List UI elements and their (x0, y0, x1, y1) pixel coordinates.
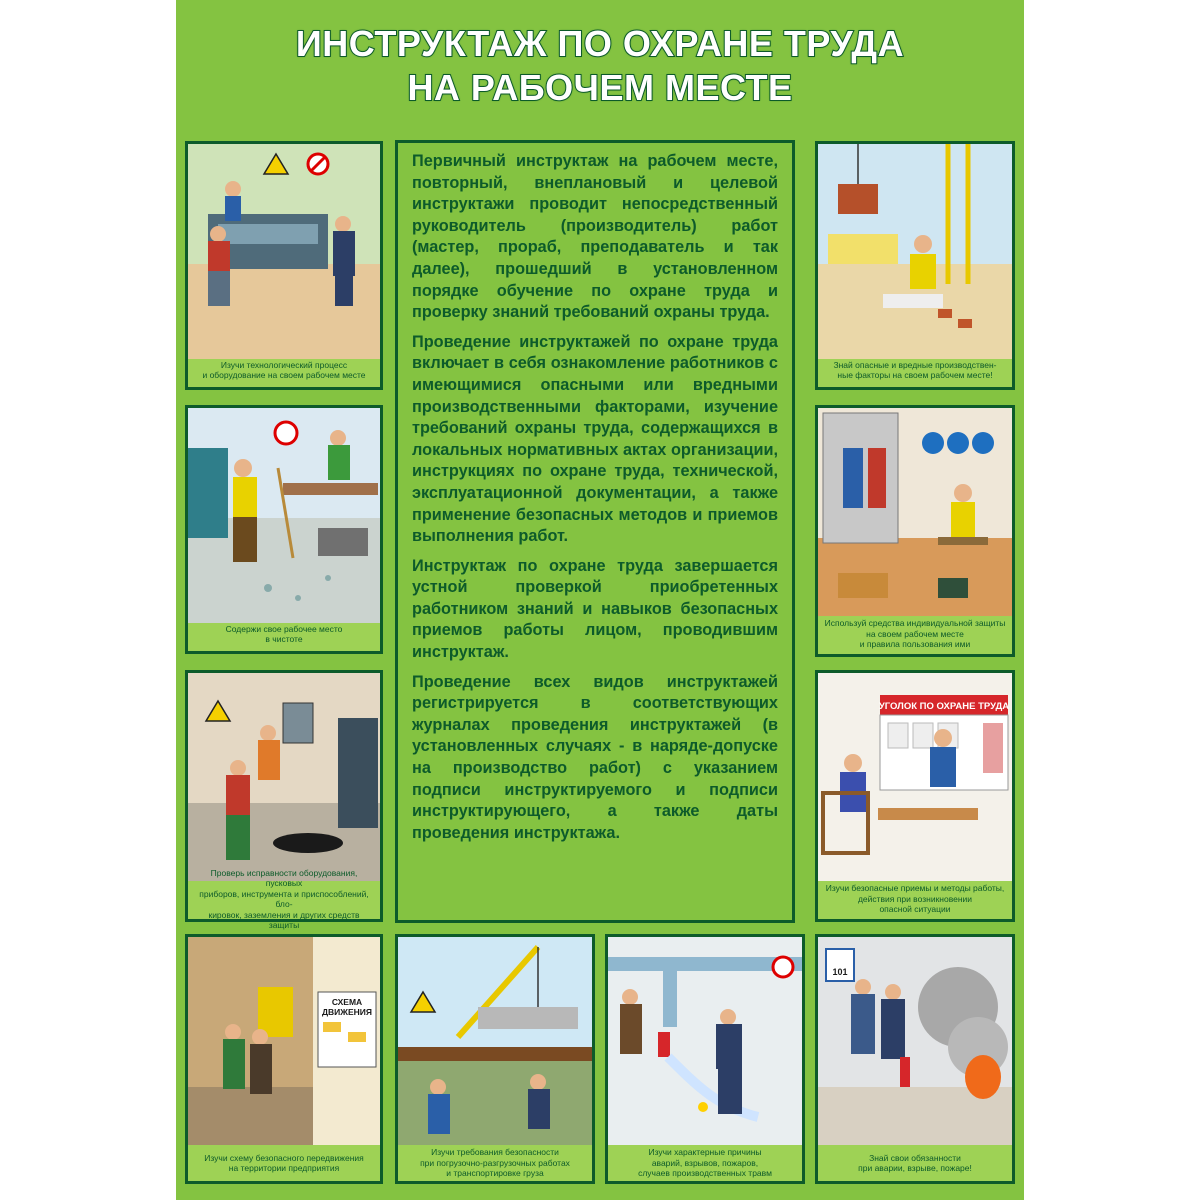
panel-caption (818, 353, 1012, 387)
caption-line: и оборудование на своем рабочем месте (202, 370, 366, 380)
panel-caption (818, 879, 1012, 919)
caption-line: ные факторы на своем рабочем месте! (837, 370, 993, 380)
safety-corner-sign: УГОЛОК ПО ОХРАНЕ ТРУДА (878, 701, 1010, 712)
panel-caption (608, 1145, 802, 1181)
panel-ppe (815, 405, 1015, 657)
caption-line: опасной ситуации (879, 904, 951, 915)
panel-safe-methods (815, 670, 1015, 922)
illustration-safety-corner (818, 673, 1012, 881)
emergency-number-sign: 101 (832, 967, 848, 977)
illustration-construction-injury (818, 144, 1012, 359)
caption-line: Изучи требования безопасности (431, 1147, 559, 1158)
caption-line: при аварии, взрыве, пожаре! (858, 1163, 972, 1173)
paragraph-3: Инструктаж по охране труда завершается устной проверкой приобретенных работником знаний и навыков безопасных приемов работы лицом, проводившим инструктаж. (412, 556, 778, 662)
caption-line: Знай опасные и вредные производствен- (833, 359, 997, 370)
panel-technological-process (185, 141, 383, 390)
panel-loading-safety (395, 934, 595, 1184)
instruction-text-box (395, 140, 795, 923)
panel-caption (818, 614, 1012, 654)
caption-line: Изучи технологический процесс (220, 359, 348, 370)
caption-line: Изучи схему безопасного передвижения (204, 1152, 364, 1163)
panel-clean-workplace (185, 405, 383, 654)
illustration-gas-leak (608, 937, 802, 1145)
title-line-2: НА РАБОЧЕМ МЕСТЕ (407, 67, 793, 108)
scheme-sign-line2: ДВИЖЕНИЯ (321, 1007, 373, 1017)
caption-line: при погрузочно-разгрузочных работах (420, 1157, 570, 1168)
caption-line: приборов, инструмента и приспособлений, бло- (199, 888, 369, 909)
panel-caption (398, 1145, 592, 1181)
caption-line: Изучи характерные причины (648, 1147, 762, 1158)
paragraph-2: Проведение инструктажей по охране труда включает в себя ознакомление работников с имеющимися опасными или вредными производственными факторами, изучение требований охраны труда, содержащихся в локальных нормативных актах организации, инструкциях по охране труда, технической, эксплуатационной документации, а также применение безопасных методов и приемов выполнения работ. (412, 332, 778, 546)
scheme-sign-line1: СХЕМА (331, 997, 363, 1007)
panel-caption (818, 1145, 1012, 1181)
caption-line: на своем рабочем месте (866, 628, 964, 639)
panel-caption (188, 353, 380, 387)
panel-hazard-factors (815, 141, 1015, 390)
caption-line: в чистоте (265, 634, 303, 644)
caption-line: действия при возникновении (857, 893, 973, 904)
panel-emergency-duties (815, 934, 1015, 1184)
panel-caption (188, 617, 380, 651)
paragraph-1: Первичный инструктаж на рабочем месте, повторный, внеплановый и целевой инструктажи проводит непосредственный руководитель (производитель) работ (мастер, прораб, преподаватель и так далее), прошедший в установленном порядке обучение по охране труда и проверку знаний требований охраны труда. (412, 152, 778, 322)
caption-line: аварий, взрывов, пожаров, (651, 1157, 759, 1168)
caption-line: Содержи свое рабочее место (225, 623, 343, 634)
caption-line: Используй средства индивидуальной защиты (824, 618, 1006, 629)
caption-line: Изучи безопасные приемы и методы работы, (825, 883, 1005, 894)
caption-line: и транспортировке груза (446, 1168, 544, 1179)
panel-caption (188, 1145, 380, 1181)
title-line-1: ИНСТРУКТАЖ ПО ОХРАНЕ ТРУДА (295, 23, 905, 64)
illustration-protective-equipment (818, 408, 1012, 616)
panel-caption (188, 867, 380, 930)
caption-line: и правила пользования ими (859, 639, 971, 650)
poster (176, 0, 1024, 1200)
panel-check-equipment (185, 670, 383, 930)
caption-line: Проверь исправности оборудования, пусковых (210, 867, 358, 888)
caption-line: на территории предприятия (228, 1163, 340, 1173)
illustration-cleaning (188, 408, 380, 623)
illustration-workshop-machine (188, 144, 380, 359)
panel-movement-scheme (185, 934, 383, 1184)
illustration-forklift (188, 937, 380, 1145)
caption-line: случаев производственных травм (638, 1168, 772, 1179)
illustration-fire-extinguishing (818, 937, 1012, 1145)
illustration-crane-loading (398, 937, 592, 1145)
illustration-equipment-check (188, 673, 380, 881)
paragraph-4: Проведение всех видов инструктажей регистрируется в соответствующих журналах проведения инструктажей (в установленных случаях - в наряде-допуске на производство работ) с указанием подписи инструктируемого и подписи инструктирующего, а также даты проведения инструктажа. (412, 672, 778, 842)
poster-title (176, 22, 1024, 110)
caption-line: Знай свои обязанности (869, 1152, 961, 1163)
panel-accident-causes (605, 934, 805, 1184)
caption-line: кировок, заземления и других средств защиты (208, 909, 360, 930)
